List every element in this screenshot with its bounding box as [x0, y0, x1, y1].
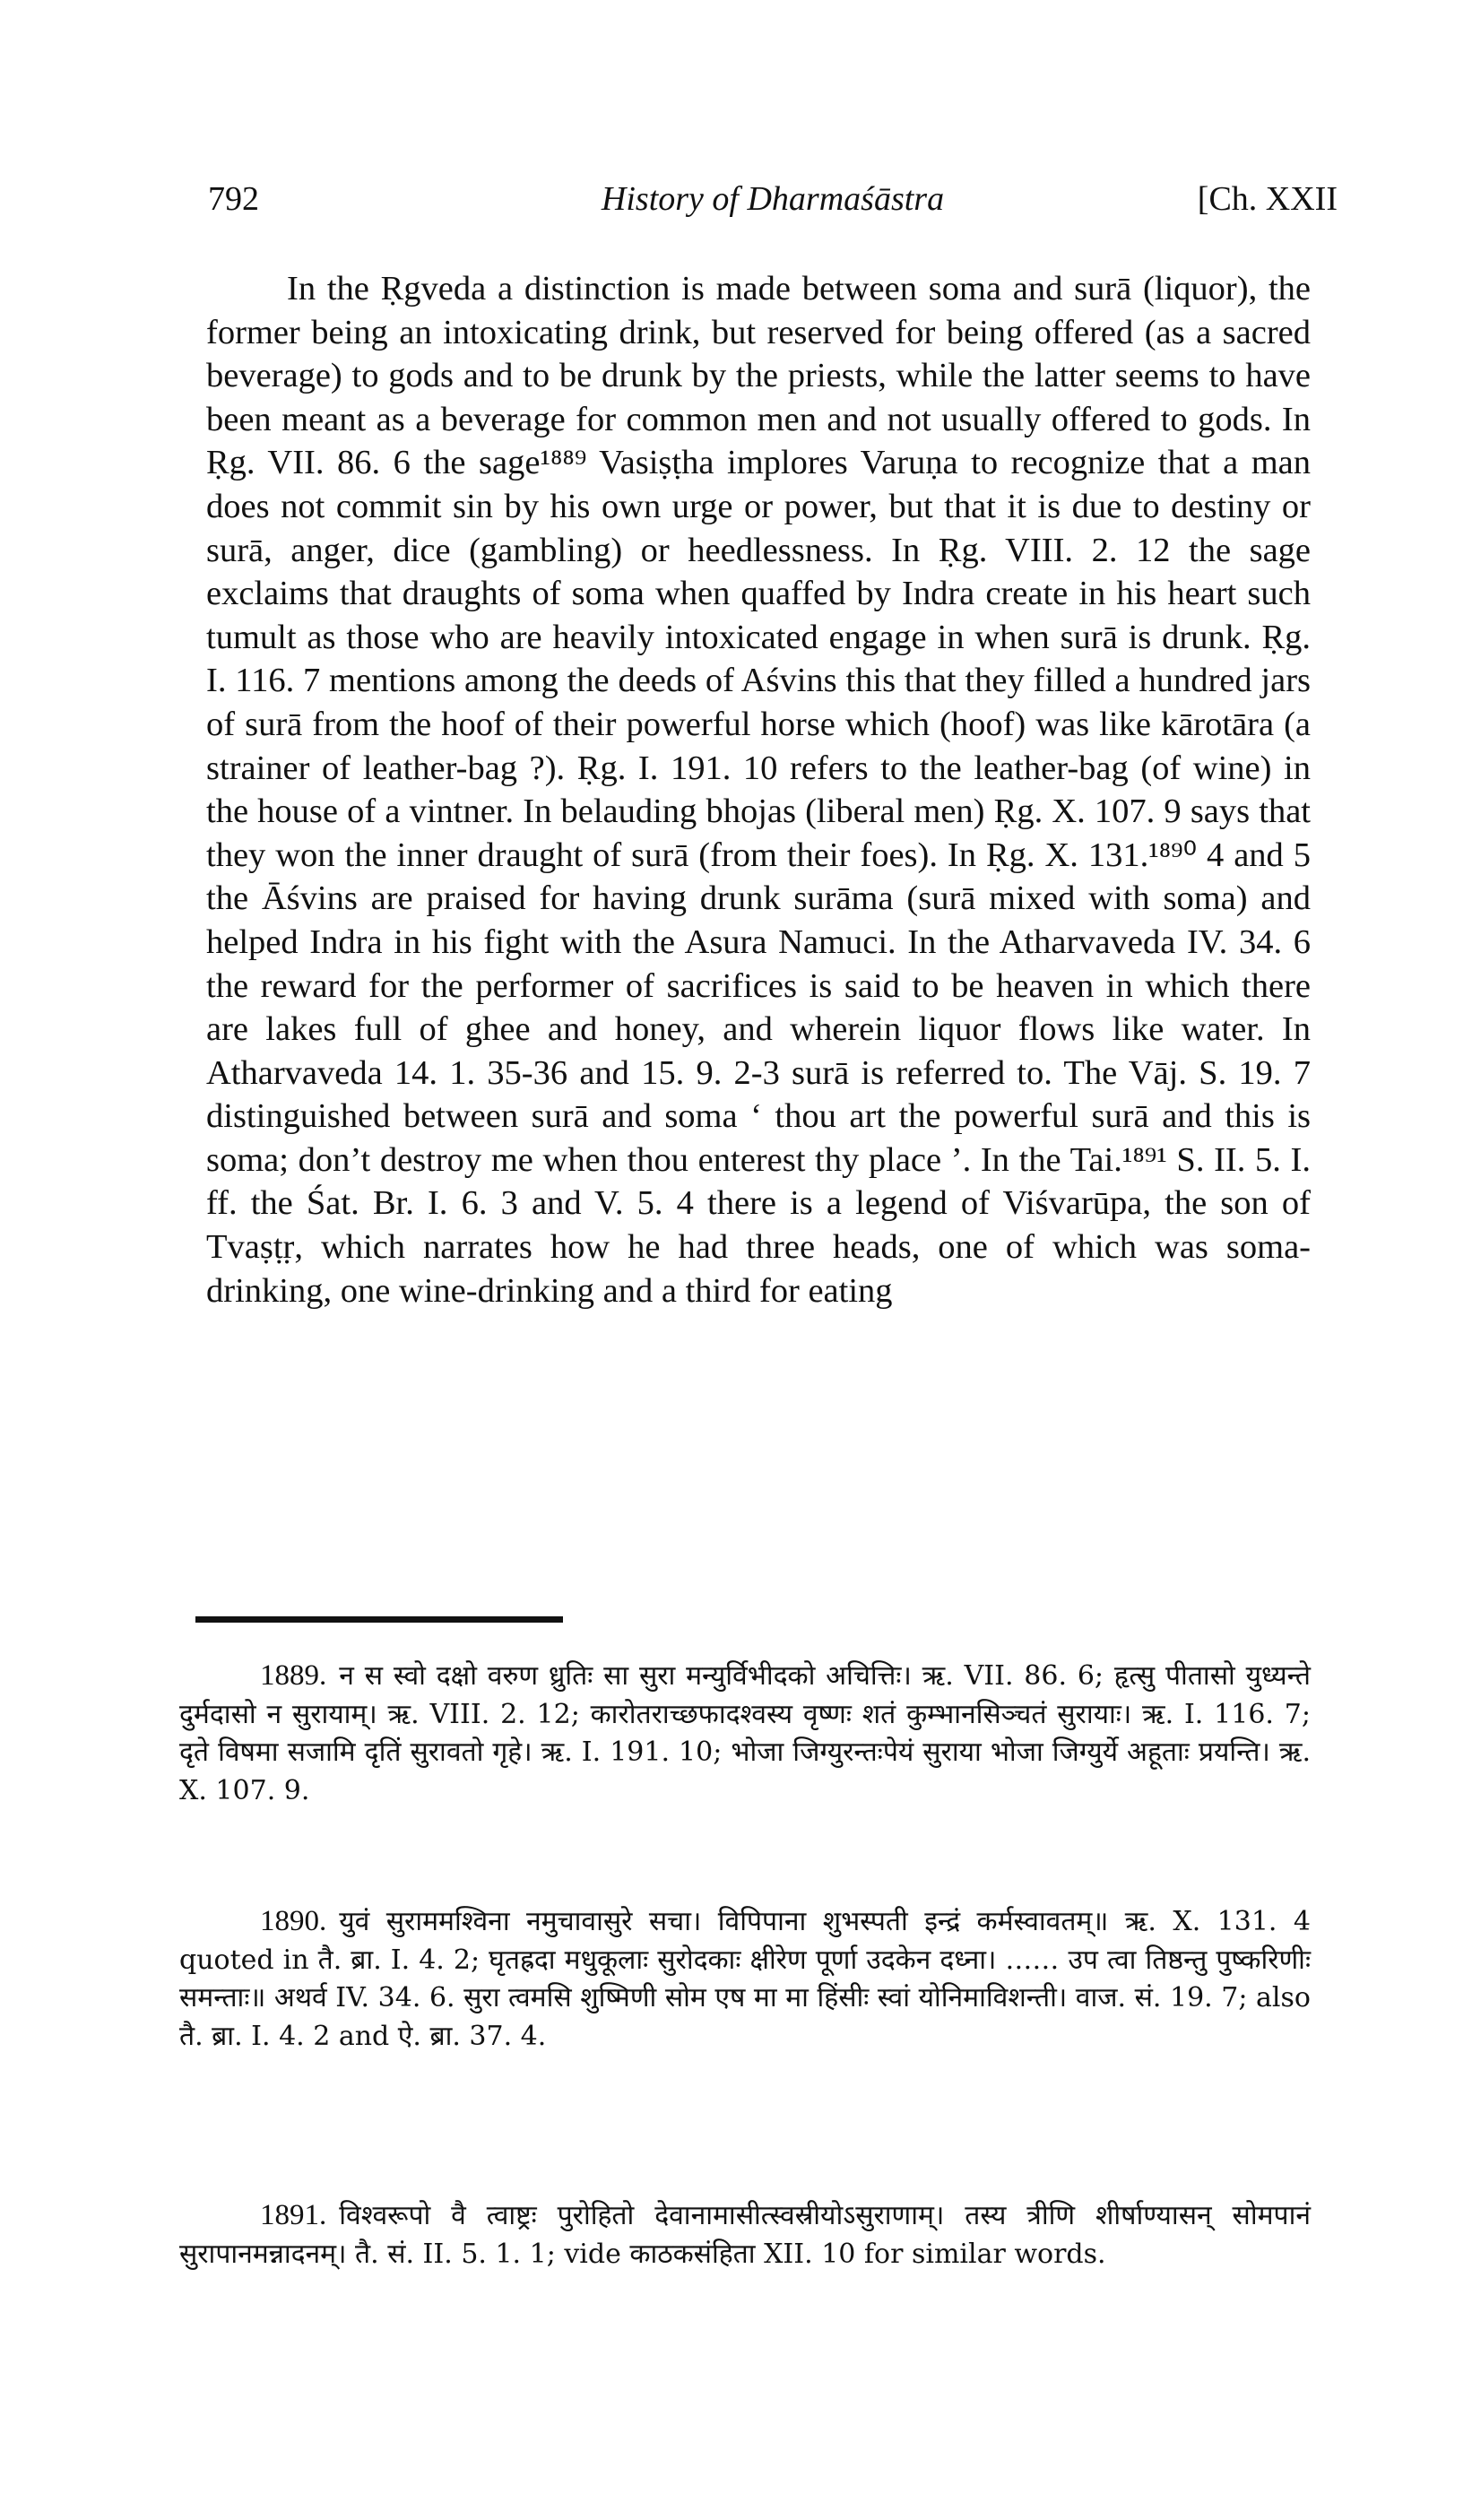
footnote-number: 1890. — [260, 1905, 327, 1937]
running-header — [208, 179, 1338, 233]
footnote-divider — [195, 1616, 563, 1623]
footnote-text: न स स्वो दक्षो वरुण ध्रुतिः सा सुरा मन्युर्विभीदको अचित्तिः। ऋ. VII. 86. 6; हृत्सु पीतासो युध्यन्ते दुर्मदासो न सुरायाम्। ऋ. VIII. 2. 12; कारोतराच्छफादश्वस्य वृष्णः शतं कुम्भानसिञ्चतं सुरायाः। ऋ. I. 116. 7; दृते विषमा सजामि दृतिं सुरावतो गृहे। ऋ. I. 191. 10; भोजा जिग्युरन्तःपेयं सुराया भोजा जिग्युर्ये अहूताः प्रयन्ति। ऋ. X. 107. 9. — [179, 1660, 1311, 1806]
footnote-1891 — [179, 2196, 1311, 2273]
footnote-number: 1889. — [260, 1659, 327, 1692]
footnote-1889 — [179, 1657, 1311, 1810]
main-text — [206, 267, 1311, 1312]
footnote-text: युवं सुराममश्विना नमुचावासुरे सचा। विपिपाना शुभस्पती इन्द्रं कर्मस्वावतम्॥ ऋ. X. 131. 4 quoted in तै. ब्रा. I. 4. 2; घृतह्रदा मधुकूलाः सुरोदकाः क्षीरेण पूर्णा उदकेन दध्ना। …… उप त्वा तिष्ठन्तु पुष्करिणीः समन्ताः॥ अथर्व IV. 34. 6. सुरा त्वमसि शुष्मिणी सोम एष मा मा हिंसीः स्वां योनिमाविशन्ती। वाज. सं. 19. 7; also तै. ब्रा. I. 4. 2 and ऐ. ब्रा. 37. 4. — [179, 1906, 1311, 2052]
chapter-label: [Ch. XXII — [1197, 180, 1338, 218]
page-number: 792 — [208, 180, 259, 218]
footnote-number: 1891. — [260, 2199, 327, 2231]
footnote-1890 — [179, 1902, 1311, 2056]
footnote-text: विश्वरूपो वै त्वाष्ट्रः पुरोहितो देवानामासीत्स्वस्रीयोऽसुराणाम्। तस्य त्रीणि शीर्षाण्यासन् सोमपानं सुरापानमन्नादनम्। तै. सं. II. 5. 1. 1; vide काठकसंहिता XII. 10 for similar words. — [179, 2200, 1311, 2270]
body-paragraph: In the Ṛgveda a distinction is made between soma and surā (liquor), the former being an intoxicating drink, but reserved for being offered (as a sacred beverage) to gods and to be drunk by the priests, while the latter seems to have been meant as a beverage for common men and not usually offered to gods. In Ṛg. VII. 86. 6 the sage¹⁸⁸⁹ Vasiṣṭha implores Varuṇa to recognize that a man does not commit sin by his own urge or power, but that it is due to destiny or surā, anger, dice (gambling) or heedlessness. In Ṛg. VIII. 2. 12 the sage exclaims that draughts of soma when quaffed by Indra create in his heart such tumult as those who are heavily intoxicated engage in when surā is drunk. Ṛg. I. 116. 7 mentions among the deeds of Aśvins this that they filled a hundred jars of surā from the hoof of their powerful horse which (hoof) was like kārotāra (a strainer of leather-bag ?). Ṛg. I. 191. 10 refers to the leather-bag (of wine) in the house of a vintner. In belauding bhojas (liberal men) Ṛg. X. 107. 9 says that they won the inner draught of surā (from their foes). In Ṛg. X. 131.¹⁸⁹⁰ 4 and 5 the Āśvins are praised for having drunk surāma (surā mixed with soma) and helped Indra in his fight with the Asura Namuci. In the Atharvaveda IV. 34. 6 the reward for the performer of sacrifices is said to be heaven in which there are lakes full of ghee and honey, and wherein liquor flows like water. In Atharvaveda 14. 1. 35-36 and 15. 9. 2-3 surā is referred to. The Vāj. S. 19. 7 distinguished between surā and soma ‘ thou art the powerful surā and this is soma; don’t destroy me when thou enterest thy place ’. In the Tai.¹⁸⁹¹ S. II. 5. I. ff. the Śat. Br. I. 6. 3 and V. 5. 4 there is a legend of Viśvarūpa, the son of Tvaṣṭṛ, which narrates how he had three heads, one of which was soma-drinking, one wine-drinking and a third for eating — [206, 270, 1311, 1310]
running-title: History of Dharmaśāstra — [601, 180, 945, 218]
